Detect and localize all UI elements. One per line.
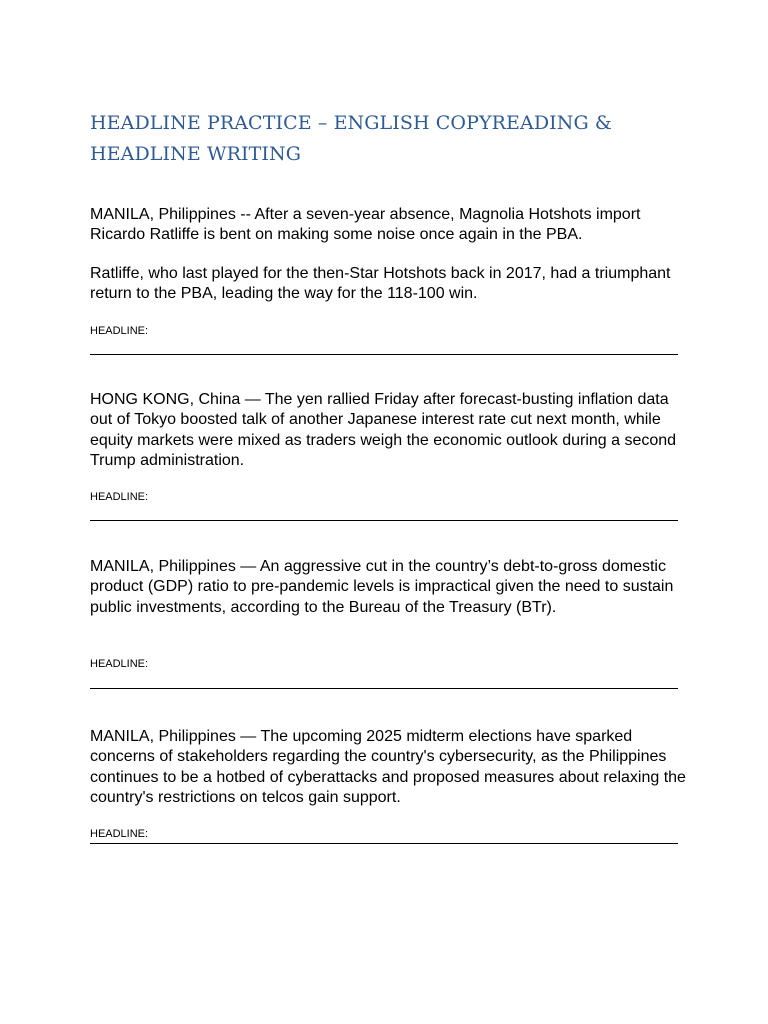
article-2-headline-answer-line[interactable] [90,520,678,521]
article-4-headline-answer-line[interactable] [90,843,678,844]
article-1-paragraph-1: MANILA, Philippines -- After a seven-year absence, Magnolia Hotshots import Ricardo Ratliffe is bent on making some noise once again in the PBA. [90,206,641,244]
article-1-paragraph-2: Ratliffe, who last played for the then-Star Hotshots back in 2017, had a triumphant return to the PBA, leading the way for the 118-100 win. [90,265,671,303]
article-1-headline-label: HEADLINE: [90,325,149,337]
article-3-paragraph-1: MANILA, Philippines — An aggressive cut in the country’s debt-to-gross domestic product (GDP) ratio to pre-pandemic levels is impractical given the need to sustain public investments, according to the Bureau of the Treasury (BTr). [90,558,674,616]
article-2-paragraph-1: HONG KONG, China — The yen rallied Friday after forecast-busting inflation data out of Tokyo boosted talk of another Japanese interest rate cut next month, while equity markets were mixed as traders weigh the economic outlook during a second Trump administration. [90,391,677,469]
document-title: HEADLINE PRACTICE – ENGLISH COPYREADING & HEADLINE WRITING [90,112,612,165]
article-2-headline-label: HEADLINE: [90,491,149,503]
article-1-headline-answer-line[interactable] [90,354,678,355]
article-3-headline-label: HEADLINE: [90,658,149,670]
article-3-headline-answer-line[interactable] [90,688,678,689]
article-4-paragraph-1: MANILA, Philippines — The upcoming 2025 midterm elections have sparked concerns of stakeholders regarding the country's cybersecurity, as the Philippines continues to be a hotbed of cyberattacks and proposed measures about relaxing the country's restrictions on telcos gain support. [90,728,686,806]
article-4-headline-label: HEADLINE: [90,828,149,840]
